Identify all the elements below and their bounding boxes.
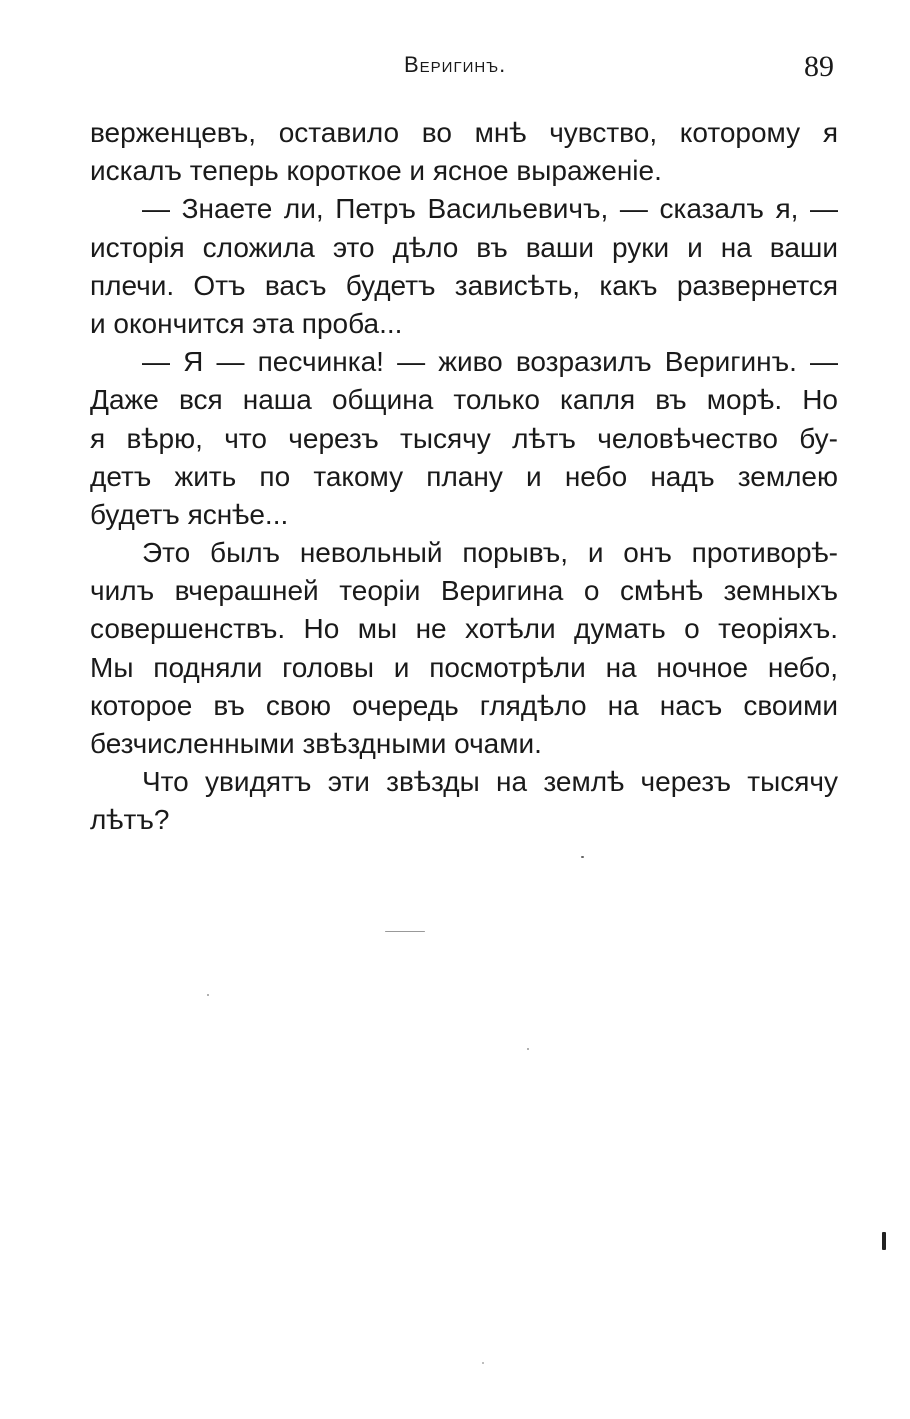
- text-line: совершенствъ. Но мы не хотѣли думать о теоріяхъ.: [90, 613, 838, 645]
- text-line: лѣтъ?: [90, 804, 170, 836]
- scan-speck: [385, 931, 425, 932]
- page-number: 89: [804, 50, 834, 83]
- text-line: верженцевъ, оставило во мнѣ чувство, которому я: [90, 117, 838, 148]
- text-line: — Знаете ли, Петръ Васильевичъ, — сказалъ я, —: [142, 193, 838, 225]
- scan-speck: [207, 994, 209, 996]
- text-line: чилъ вчерашней теоріи Веригина о смѣнѣ земныхъ: [90, 575, 838, 607]
- text-line: детъ жить по такому плану и небо надъ землею: [90, 460, 838, 492]
- scan-speck: [482, 1362, 484, 1364]
- running-title: Веригинъ.: [404, 52, 507, 77]
- text-line: Что увидятъ эти звѣзды на землѣ черезъ тысячу: [142, 766, 838, 798]
- text-line: я вѣрю, что черезъ тысячу лѣтъ человѣчество бу-: [90, 422, 838, 454]
- text-line: и окончится эта проба...: [90, 307, 403, 339]
- running-head: [0, 50, 910, 86]
- text-line: искалъ теперь короткое и ясное выраженіе.: [90, 155, 662, 187]
- text-line: исторія сложила это дѣло въ ваши руки и на ваши: [90, 231, 838, 263]
- text-line: — Я — песчинка! — живо возразилъ Веригинъ. —: [142, 346, 838, 378]
- text-line: которое въ свою очередь глядѣло на насъ своими: [90, 689, 838, 721]
- text-line: Даже вся наша община только капля въ морѣ. Но: [90, 384, 838, 416]
- text-line: Это былъ невольный порывъ, и онъ противорѣ-: [142, 537, 838, 569]
- scan-speck: [581, 856, 584, 858]
- text-line: будетъ яснѣе...: [90, 498, 289, 530]
- scan-speck: [882, 1232, 886, 1250]
- text-line: безчисленными звѣздными очами.: [90, 728, 542, 759]
- text-line: Мы подняли головы и посмотрѣли на ночное небо,: [90, 651, 838, 683]
- body-text: [90, 114, 838, 840]
- text-line: плечи. Отъ васъ будетъ зависѣть, какъ развернется: [90, 269, 838, 301]
- scan-speck: [527, 1048, 529, 1050]
